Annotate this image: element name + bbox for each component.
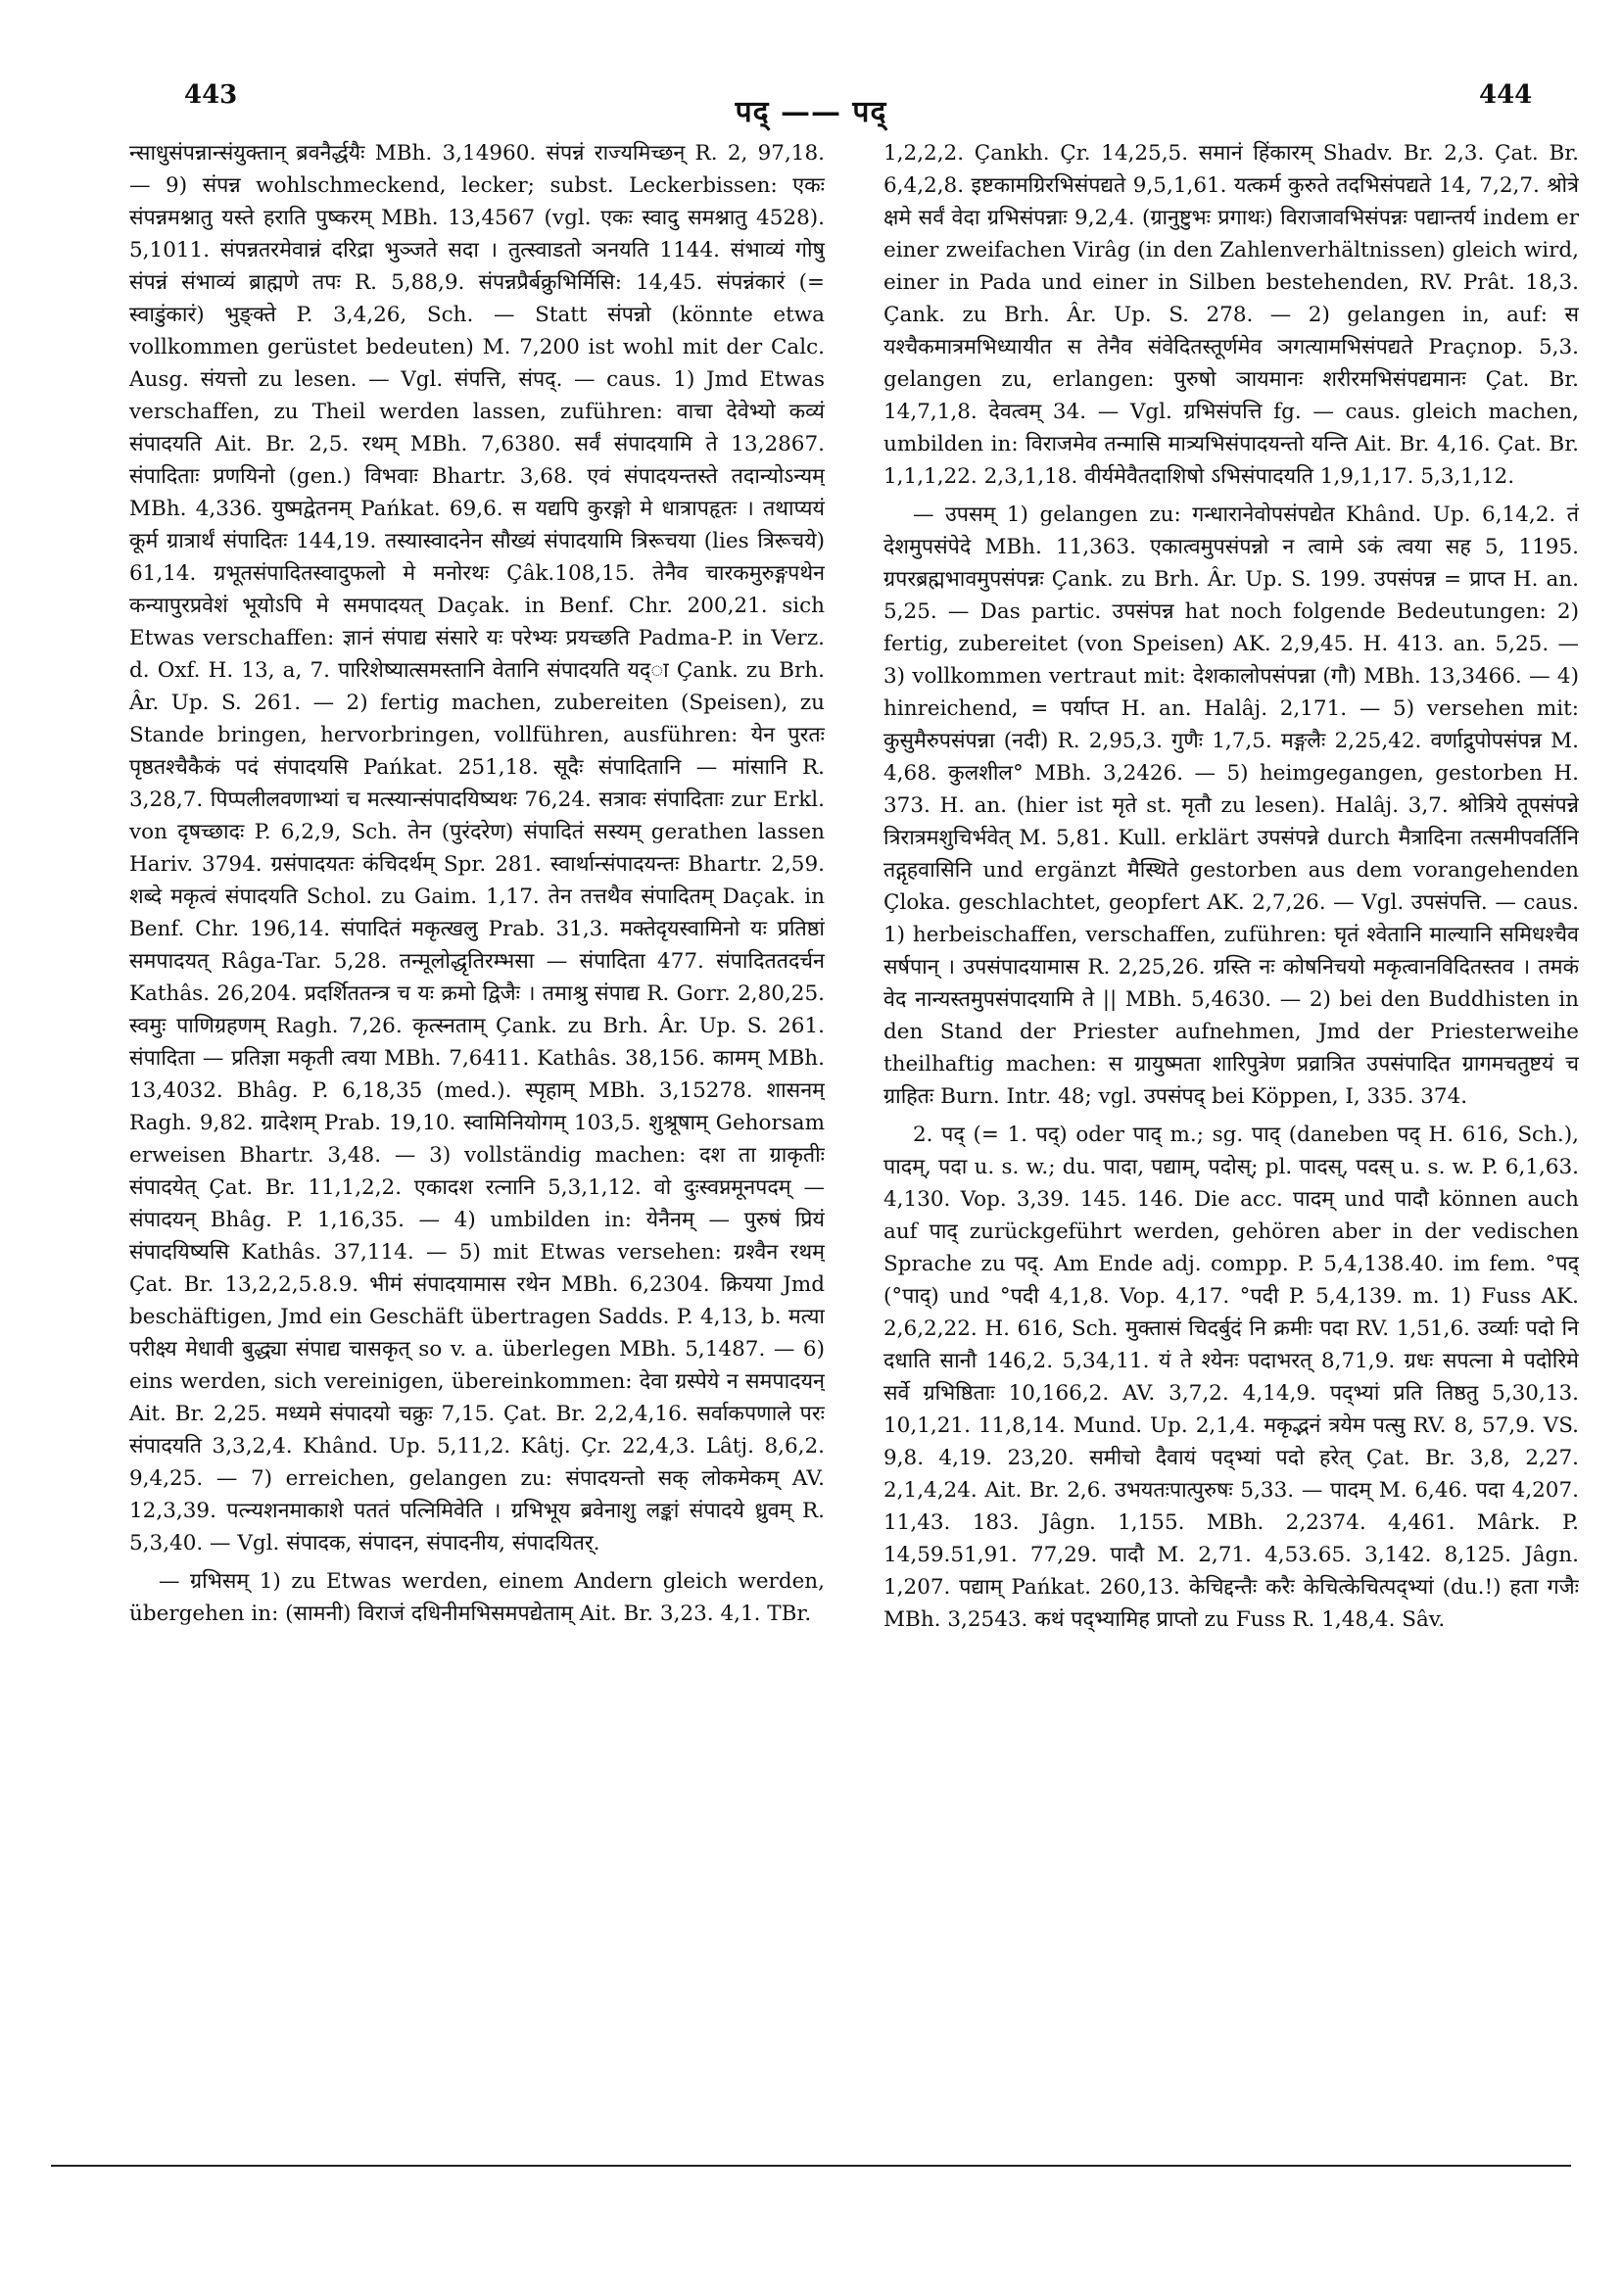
right-column <box>883 137 1579 2057</box>
paragraph: — उपसम् 1) gelangen zu: गन्धारानेवोपसंपद्येत Khând. Up. 6,14,2. तं देशमुपसंपेदे MBh. 11,363. एकात्वमुपसंपन्नो न त्वामे ऽकं त्वया सह 5, 1195. ग्रपरब्रह्मभावमुपसंपन्नः Çank. zu Brh. Âr. Up. S. 199. उपसंपन्न = प्राप्त H. an. 5,25. — Das partic. उपसंपन्न hat noch folgende Bedeutungen: 2) fertig, zubereitet (von Speisen) AK. 2,9,45. H. 413. an. 5,25. — 3) vollkommen vertraut mit: देशकालोपसंपन्ना (गौ) MBh. 13,3466. — 4) hinreichend, = पर्याप्त H. an. Halâj. 2,171. — 5) versehen mit: कुसुमैरुपसंपन्ना (नदी) R. 2,95,3. गुणैः 1,7,5. मङ्गलैः 2,25,42. वर्णाद्रुपोपसंपन्न M. 4,68. कुलशील° MBh. 3,2426. — 5) heimgegangen, gestorben H. 373. H. an. (hier ist मृते st. मृतौ zu lesen). Halâj. 3,7. श्रोत्रिये तूपसंपन्ने त्रिरात्रमशुचिर्भवेत् M. 5,81. Kull. erklärt उपसंपन्ने durch मैत्रादिना तत्समीपवर्तिनि तद्गृहवासिनि und ergänzt मैस्थिते gestorben aus dem vorangehenden Çloka. geschlachtet, geopfert AK. 2,7,26. — Vgl. उपसंपत्ति. — caus. 1) herbeischaffen, verschaffen, zuführen: घृतं श्वेतानि माल्यानि समिधश्चैव सर्षपान् । उपसंपादयामास R. 2,25,26. ग्रस्ति नः कोषनिचयो मकृत्वानविदितस्तव । तमकं वेद नान्यस्तमुपसंपादयामि ते || MBh. 5,4630. — 2) bei den Buddhisten in den Stand der Priester aufnehmen, Jmd der Priesterweihe theilhaftig machen: स ग्रायुष्मता शारिपुत्रेण प्रव्रात्रित उपसंपादित ग्रागमचतुष्टयं च ग्राहितः Burn. Intr. 48; vgl. उपसंपद् bei Köppen, I, 335. 374. <box>883 502 1579 1109</box>
left-column <box>129 137 825 2057</box>
page-number-left: 443 <box>184 80 238 110</box>
paragraph: 1,2,2,2. Çankh. Çr. 14,25,5. समानं हिंकारम् Shadv. Br. 2,3. Çat. Br. 6,4,2,8. इष्टकामग्रिरभिसंपद्यते 9,5,1,61. यत्कर्म कुरुते तदभिसंपद्यते 14, 7,2,7. श्रोत्रे क्षमे सर्वं वेदा ग्रभिसंपन्नाः 9,2,4. (ग्रानुष्टुभः प्रगाथः) विराजावभिसंपन्नः पद्यान्तर्य indem er einer zweifachen Virâg (in den Zahlenverhältnissen) gleich wird, einer in Pada und einer in Silben bestehenden, RV. Prât. 18,3. Çank. zu Brh. Âr. Up. S. 278. — 2) gelangen in, auf: स यश्चैकमात्रमभिध्यायीत स तेनैव संवेदितस्तूर्णमेव ञगत्यामभिसंपद्यते Praçnop. 5,3. gelangen zu, erlangen: पुरुषो ञायमानः शरीरमभिसंपद्यमानः Çat. Br. 14,7,1,8. देवत्वम् 34. — Vgl. ग्रभिसंपत्ति fg. — caus. gleich machen, umbilden in: विराजमेव तन्मासि मात्र्यभिसंपादयन्तो यन्ति Ait. Br. 4,16. Çat. Br. 1,1,1,22. 2,3,1,18. वीर्यमेवैतदाशिषो ऽभिसंपादयति 1,9,1,17. 5,3,1,12. <box>883 141 1579 489</box>
paragraph: — ग्रभिसम् 1) zu Etwas werden, einem Andern gleich werden, übergehen in: (सामनी) विराजं दधिनीमभिसमपद्येताम् Ait. Br. 3,23. 4,1. TBr. <box>129 1569 825 1626</box>
paragraph: 2. पद् (= 1. पद्) oder पाद् m.; sg. पाद् (daneben पद् H. 616, Sch.), पादम्, पदा u. s. w.; du. पादा, पद्याम्, पदोस्; pl. पादस्, पदस् u. s. w. P. 6,1,63. 4,130. Vop. 3,39. 145. 146. Die acc. पादम् und पादौ können auch auf पाद् zurückgeführt werden, gehören aber in der vedischen Sprache zu पद्. Am Ende adj. compp. P. 5,4,138.40. im fem. °पद् (°पाद्) und °पदी 4,1,8. Vop. 4,17. °पदी P. 5,4,139. m. 1) Fuss AK. 2,6,2,22. H. 616, Sch. मुक्तासं चिदर्बुदं नि क्रमीः पदा RV. 1,51,6. उर्व्याः पदो नि दधाति सानौ 146,2. 5,34,11. यं ते श्येनः पदाभरत् 8,71,9. ग्रधः सपत्ना मे पदोरिमे सर्वे ग्रभिष्ठिताः 10,166,2. AV. 3,7,2. 4,14,9. पद्भ्यां प्रति तिष्ठतु 5,30,13. 10,1,21. 11,8,14. Mund. Up. 2,1,4. मकृद्भनं त्रयेम पत्सु RV. 8, 57,9. VS. 9,8. 4,19. 23,20. समीचो दैवायं पद्भ्यां पदो हरेत् Çat. Br. 3,8, 2,27. 2,1,4,24. Ait. Br. 2,6. उभयतःपात्पुरुषः 5,33. — पादम् M. 6,46. पदा 4,207. 11,43. 183. Jâgn. 1,155. MBh. 2,2374. 4,461. Mârk. P. 14,59.51,91. 77,29. पादौ M. 2,71. 4,53.65. 3,142. 8,125. Jâgn. 1,207. पद्याम् Pańkat. 260,13. केचिद्दन्तैः करैः केचित्केचित्पद्भ्यां (du.!) हता गजैः MBh. 3,2543. कथं पद्भ्यामिह प्राप्तो zu Fuss R. 1,48,4. Sâv. <box>883 1123 1579 1632</box>
paragraph: न्साधुसंपन्नान्संयुक्तान् ब्रवनैर्द्धयैः MBh. 3,14960. संपन्नं राज्यमिच्छन् R. 2, 97,18. — 9) संपन्न wohlschmeckend, lecker; subst. Leckerbissen: एकः संपन्नमश्नातु यस्ते हराति पुष्करम् MBh. 13,4567 (vgl. एकः स्वादु समश्नातु 4528). 5,1011. संपन्नतरमेवान्नं दरिद्रा भुञ्जते सदा । तुत्स्वाडतो ञनयति 1144. संभाव्यं गोषु संपन्नं संभाव्यं ब्राह्मणे तपः R. 5,88,9. संपन्नप्रैर्बक्रुभिर्मिसि: 14,45. संपन्नंकारं (= स्वाडुंकारं) भुङ्क्ते P. 3,4,26, Sch. — Statt संपन्नो (könnte etwa vollkommen gerüstet bedeuten) M. 7,200 ist wohl mit der Calc. Ausg. संयत्तो zu lesen. — Vgl. संपत्ति, संपद्. — caus. 1) Jmd Etwas verschaffen, zu Theil werden lassen, zuführen: वाचा देवेभ्यो कव्यं संपादयति Ait. Br. 2,5. रथम् MBh. 7,6380. सर्वं संपादयामि ते 13,2867. संपादिताः प्रणयिनो (gen.) विभवाः Bhartr. 3,68. एवं संपादयन्तस्ते तदान्योऽन्यम् MBh. 4,336. युष्मद्वेतनम् Pańkat. 69,6. स यद्यपि कुरङ्गो मे धात्रापहृतः । तथाप्ययं कूर्म ग्रात्रार्थं संपादितः 144,19. तस्यास्वादनेन सौख्यं संपादयामि त्रिरूचया (lies त्रिरूचये) 61,14. ग्रभूतसंपादितस्वादुफलो मे मनोरथः Çâk.108,15. तेनैव चारकमुरुङ्गपथेन कन्यापुरप्रवेशं भूयोऽपि मे समपादयत् Daçak. in Benf. Chr. 200,21. sich Etwas verschaffen: ज्ञानं संपाद्य संसारे यः परेभ्यः प्रयच्छति Padma-P. in Verz. d. Oxf. H. 13, a, 7. पारिशेष्यात्समस्तानि वेतानि संपादयति यद्ा Çank. zu Brh. Âr. Up. S. 261. — 2) fertig machen, zubereiten (Speisen), zu Stande bringen, hervorbringen, vollführen, ausführen: येन पुरतः पृष्ठतश्चैकैकं पदं संपादयसि Pańkat. 251,18. सूदैः संपादितानि — मांसानि R. 3,28,7. पिप्पलीलवणाभ्यां च मत्स्यान्संपादयिष्यथः 76,24. सत्रावः संपादिताः zur Erkl. von दृषच्छादः P. 6,2,9, Sch. तेन (पुरंदरेण) संपादितं सस्यम् gerathen lassen Hariv. 3794. ग्रसंपादयतः कंचिदर्थम् Spr. 281. स्वार्थान्संपादयन्तः Bhartr. 2,59. शब्दे मकृत्वं संपादयति Schol. zu Gaim. 1,17. तेन तत्तथैव संपादितम् Daçak. in Benf. Chr. 196,14. संपादितं मकृत्खलु Prab. 31,3. मक्तेदृयस्वामिनो यः प्रतिष्ठां समपादयत् Râga-Tar. 5,28. तन्मूलोद्धृतिरम्भसा — संपादिता 477. संपादिततदर्चन Kathâs. 26,204. प्रदर्शिततन्त्र च यः क्रमो द्विजैः । तमाश्रु संपाद्य R. Gorr. 2,80,25. स्वमुः पाणिग्रहणम् Ragh. 7,26. कृत्स्नताम् Çank. zu Brh. Âr. Up. S. 261. संपादिता — प्रतिज्ञा मकृती त्वया MBh. 7,6411. Kathâs. 38,156. कामम् MBh. 13,4032. Bhâg. P. 6,18,35 (med.). स्पृहाम् MBh. 3,15278. शासनम् Ragh. 9,82. ग्रादेशम् Prab. 19,10. स्वामिनियोगम् 103,5. शुश्रूषाम् Gehorsam erweisen Bhartr. 3,48. — 3) vollständig machen: दश ता ग्राकृतीः संपादयेत् Çat. Br. 11,1,2,2. एकादश रत्नानि 5,3,1,12. वो दुःस्वप्नमूनपदम् — संपादयन् Bhâg. P. 1,16,35. — 4) umbilden in: येनैनम् — पुरुषं प्रियं संपादयिष्यसि Kathâs. 37,114. — 5) mit Etwas versehen: ग्रश्वैन रथम् Çat. Br. 13,2,2,5.8.9. भीमं संपादयामास रथेन MBh. 6,2304. क्रियया Jmd beschäftigen, Jmd ein Geschäft übertragen Sadds. P. 4,13, b. मत्या परीक्ष्य मेधावी बुद्ध्या संपाद्य चासकृत् so v. a. überlegen MBh. 5,1487. — 6) eins werden, sich vereinigen, übereinkommen: देवा ग्रस्पेये न समपादयन् Ait. Br. 2,25. मध्यमे संपादयो चक्रुः 7,15. Çat. Br. 2,2,4,16. सर्वाकपणाले परः संपादयति 3,3,2,4. Khând. Up. 5,11,2. Kâtj. Çr. 22,4,3. Lâtj. 8,6,2. 9,4,25. — 7) erreichen, gelangen zu: संपादयन्तो सक् लोकमेकम् AV. 12,3,39. पत्न्यशनमाकाशे पततं पत्निमिवेति । ग्रभिभूय ब्रवेनाशु लङ्कां संपादये ध्रुवम् R. 5,3,40. — Vgl. संपादक, संपादन, संपादनीय, संपादयितर्. <box>129 141 825 1555</box>
running-head: पद् —— पद् <box>735 95 887 129</box>
page-number-right: 444 <box>1479 80 1533 110</box>
footer-rule <box>51 2165 1571 2167</box>
